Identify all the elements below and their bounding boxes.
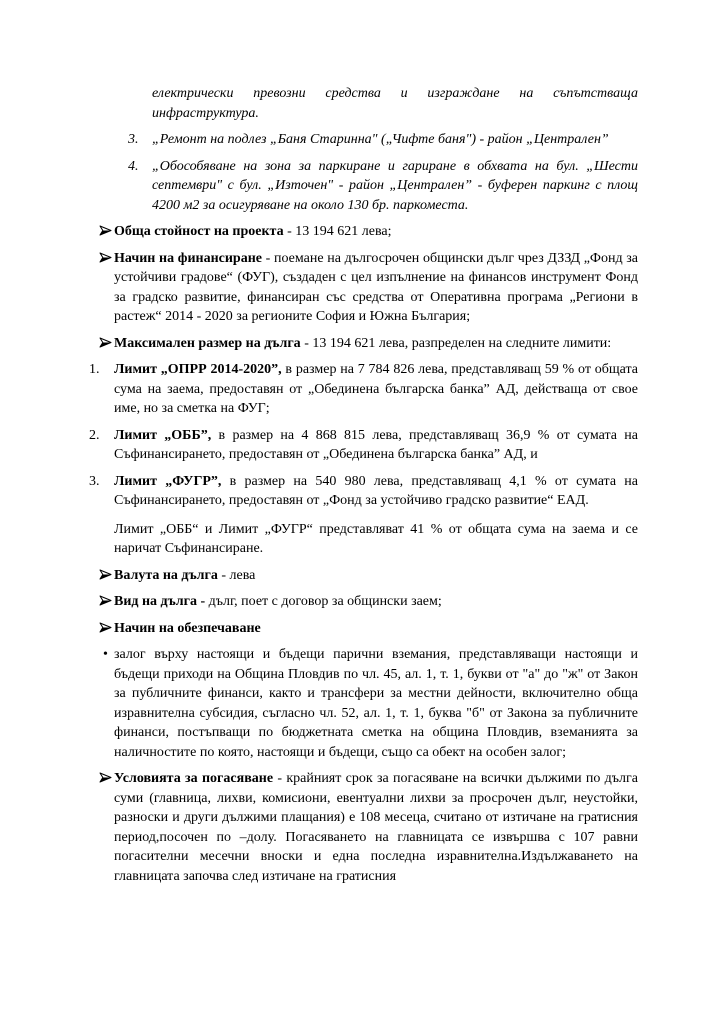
arrow-bullet-icon: [99, 252, 112, 263]
bullet-debt-type: [114, 592, 638, 612]
pledge-text: залог върху настоящи и бъдещи парични вземания, представляващи настоящи и бъдещи приходи на Община Пловдив по чл. 45, ал. 1, т. 1, букви от "а" до "ж" от Закон за публичните финанси, както и трансфери за местни дейности, включително обща изравнителна субсидия, съгласно чл. 52, ал. 1, т. 1, буква "б" от Закона за публичните финанси, постъпващи по бюджетната сметка на община Пловдив, вземанията за наличностите по която, настоящи и бъдещи, също са обект на особен залог;: [114, 647, 638, 760]
list-number: 4.: [128, 158, 139, 174]
bullet-text: - 13 194 621 лева;: [283, 224, 392, 239]
bullet-text: - лева: [217, 567, 256, 583]
limit-item-3: [89, 472, 638, 511]
arrow-bullet-icon: [99, 569, 112, 580]
document-body: [89, 84, 638, 893]
limits-note-text: Лимит „ОББ“ и Лимит „ФУГР“ представляват 41 % от общата сума на заема и се наричат Съфинансиране.: [114, 521, 638, 556]
continuation-text: електрически превозни средства и изграждане на съпътстваща инфраструктура.: [152, 86, 638, 121]
list-number: 2.: [89, 427, 100, 443]
dot-bullet-icon: •: [103, 647, 108, 662]
pledge-bullet-item: [103, 645, 638, 762]
list-number: 1.: [89, 362, 100, 377]
bullet-text: - 13 194 621 лева, разпределен на следните лимити:: [300, 335, 612, 351]
limit-text: в размер на 4 868 815 лева, представляващ 36,9 % от сумата на Съфинансирането, предоставян от „Обединена българска банка” АД, и: [114, 427, 638, 462]
arrow-bullet-icon: [99, 595, 112, 606]
arrow-bullet-icon: [99, 225, 112, 236]
limit-label: Лимит „ОББ”,: [114, 427, 212, 443]
bullet-text: - поемане на дългосрочен общински дълг чрез ДЗЗД „Фонд за устойчиви градове“ (ФУГ), създаден с цел изпълнение на финансов инструмент Фонд за градско развитие, финансиран със средства от Оперативна програма „Региони в растеж“ 2014 - 2020 за регионите София и Южна България;: [114, 250, 638, 324]
limit-item-1: [89, 360, 638, 419]
bullet-collateral-heading: [114, 619, 638, 639]
bullet-label: Валута на дълга: [114, 567, 218, 583]
limit-text: в размер на 7 784 826 лева, представляващ 59 % от общата сума на заема, предоставян от „Обединена българска банка” АД, действаща от свое име, но за сметка на ФУГ;: [114, 362, 638, 416]
project-item-3: [128, 130, 638, 150]
arrow-bullet-icon: [99, 622, 112, 633]
limit-label: Лимит „ФУГР”,: [114, 473, 222, 489]
bullet-label: Максимален размер на дълга: [114, 335, 301, 351]
limit-label: Лимит „ОПРР 2014-2020”,: [114, 362, 282, 377]
repayment-text: - крайният срок за погасяване на всички дължими по дълга суми (главница, лихви, комисиони, евентуални лихви за просрочен дълг, неустойки, разноски и други дължими плащания) е 108 месеца, считано от изтичане на гратисния период,посочен по –долу. Погасяването на главницата се извършва с 107 равни погасителни месечни вноски и една последна изравнителна.Издължаването на главницата започва след изтичане на гратисния: [114, 771, 638, 884]
repayment-label: Условията за погасяване: [114, 771, 274, 786]
continuation-paragraph: [152, 84, 638, 123]
limit-text: в размер на 540 980 лева, представляващ 4,1 % от сумата на Съфинансирането, предоставян от „Фонд за устойчиво градско развитие“ ЕАД.: [114, 473, 638, 508]
project-item-4: [128, 157, 638, 216]
bullet-label: Вид на дълга -: [114, 594, 206, 609]
bullet-total-value: [114, 222, 638, 242]
bullet-label: Начин на финансиране: [114, 250, 262, 266]
bullet-financing: [114, 249, 638, 327]
list-number: 3.: [128, 132, 139, 147]
bullet-label: Начин на обезпечаване: [114, 620, 261, 636]
bullet-max-debt: [114, 334, 638, 354]
bullet-label: Обща стойност на проекта: [114, 224, 284, 239]
bullet-text: дълг, поет с договор за общински заем;: [205, 594, 442, 609]
limit-item-2: [89, 426, 638, 465]
project-item-text: „Обособяване на зона за паркиране и гариране в обхвата на бул. „Шести септември" с бул. „Източен" - район „Централен” - буферен паркинг с площ 4200 м2 за осигуряване на около 130 бр. паркоместа.: [152, 158, 638, 213]
bullet-repayment: [114, 769, 638, 886]
project-item-text: „Ремонт на подлез „Баня Старинна" („Чифте баня") - район „Централен”: [152, 132, 609, 147]
list-number: 3.: [89, 473, 100, 489]
arrow-bullet-icon: [99, 337, 112, 348]
limits-note-paragraph: [114, 520, 638, 559]
arrow-bullet-icon: [99, 772, 112, 783]
bullet-currency: [114, 566, 638, 586]
